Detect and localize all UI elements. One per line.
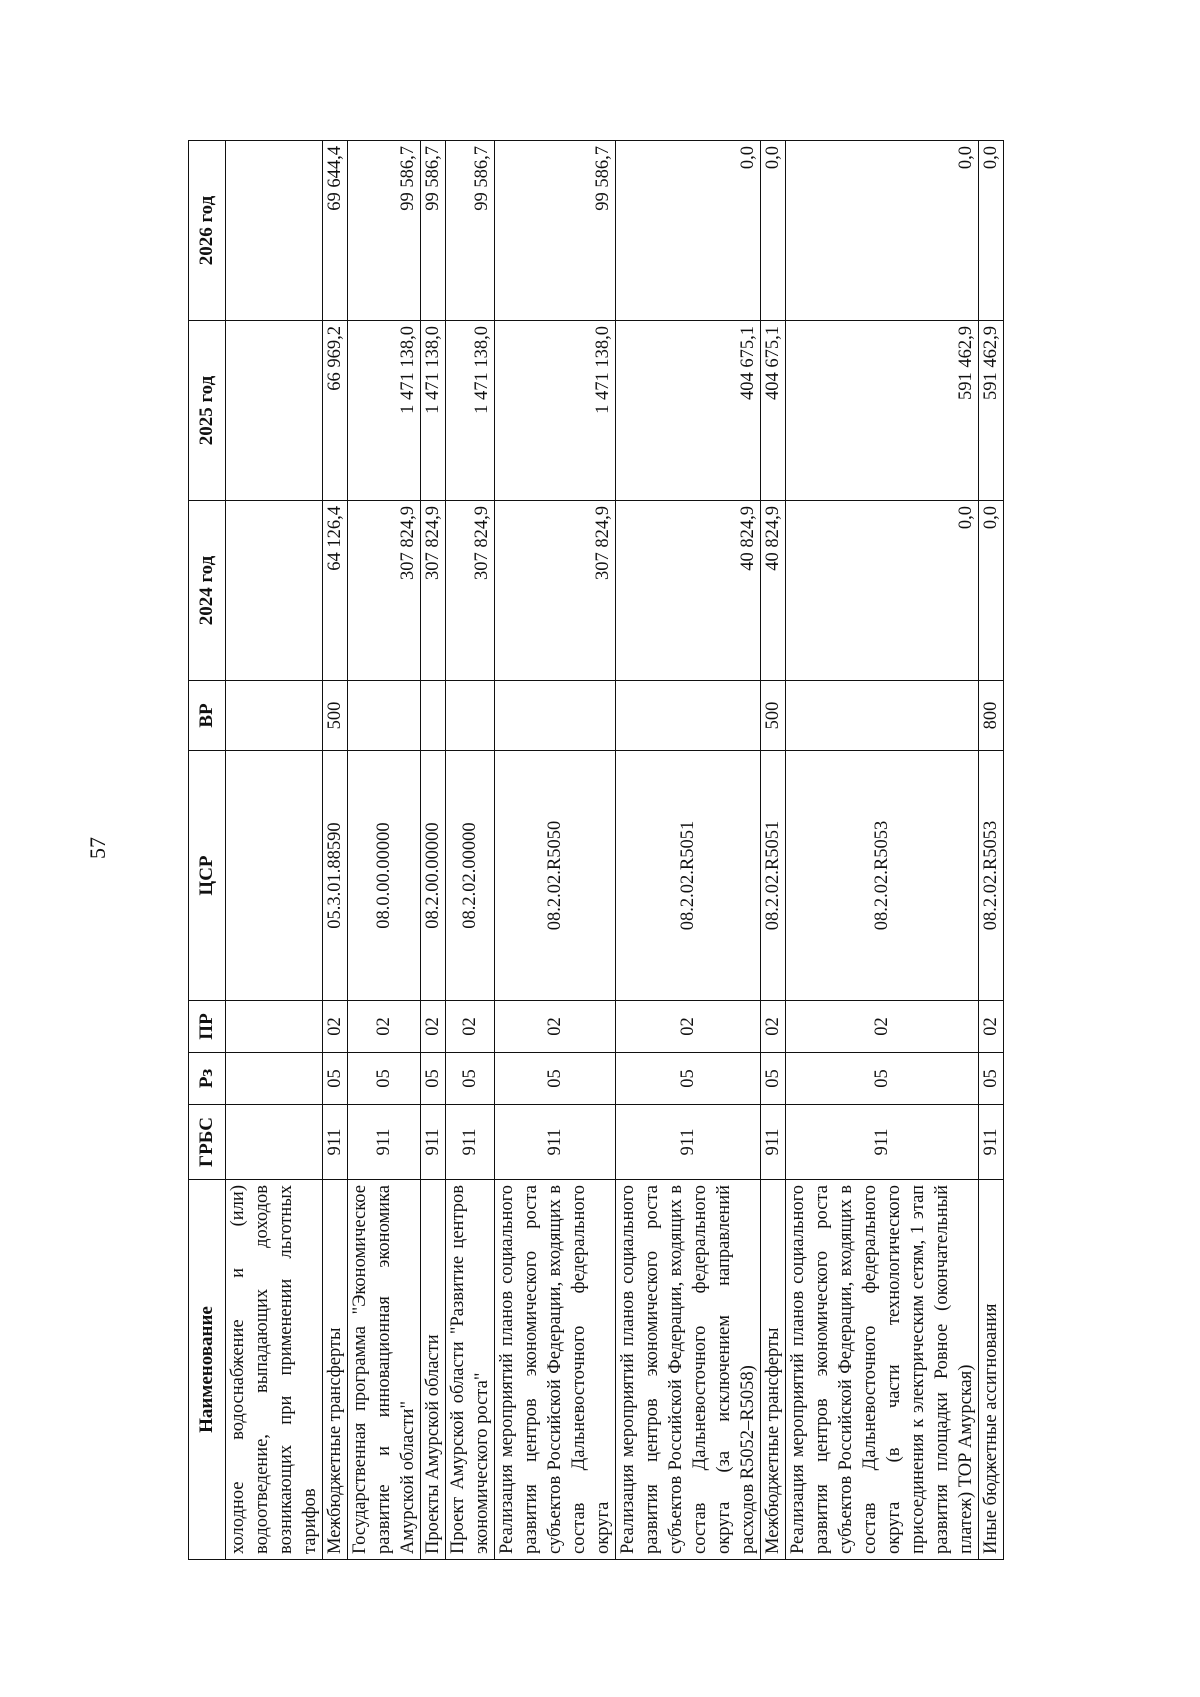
row-grbs bbox=[226, 1105, 323, 1180]
row-vr: 500 bbox=[323, 681, 348, 751]
row-2025: 1 471 138,0 bbox=[495, 321, 616, 501]
row-2026: 99 586,7 bbox=[495, 141, 616, 321]
row-vr bbox=[616, 681, 761, 751]
row-2025: 66 969,2 bbox=[323, 321, 348, 501]
row-csr: 05.3.01.88590 bbox=[323, 751, 348, 1001]
row-2026: 99 586,7 bbox=[421, 141, 446, 321]
row-name: Реализация мероприятий планов социального развития центров экономического роста субъектов Российской Федерации, входящих в состав Дальневосточного федерального округа (за исключением направлений расходов R5052–R5058) bbox=[616, 1180, 761, 1560]
row-2025: 404 675,1 bbox=[761, 321, 786, 501]
table-row bbox=[323, 141, 348, 1560]
row-csr bbox=[226, 751, 323, 1001]
row-pr: 02 bbox=[421, 1001, 446, 1053]
row-name: Реализация мероприятий планов социального развития центров экономического роста субъектов Российской Федерации, входящих в состав Дальневосточного федерального округа bbox=[495, 1180, 616, 1560]
row-csr: 08.0.00.00000 bbox=[348, 751, 421, 1001]
header-rz: Рз bbox=[189, 1053, 226, 1105]
row-2025: 591 462,9 bbox=[979, 321, 1004, 501]
row-rz: 05 bbox=[616, 1053, 761, 1105]
row-grbs: 911 bbox=[616, 1105, 761, 1180]
row-rz: 05 bbox=[421, 1053, 446, 1105]
table-header-row bbox=[189, 141, 226, 1560]
row-name: Межбюджетные трансферты bbox=[323, 1180, 348, 1560]
header-grbs: ГРБС bbox=[189, 1105, 226, 1180]
row-2025: 591 462,9 bbox=[786, 321, 979, 501]
row-vr bbox=[348, 681, 421, 751]
row-2025: 1 471 138,0 bbox=[446, 321, 495, 501]
row-2026 bbox=[226, 141, 323, 321]
row-name: Государственная программа "Экономическое развитие и инновационная экономика Амурской области" bbox=[348, 1180, 421, 1560]
row-name: Межбюджетные трансферты bbox=[761, 1180, 786, 1560]
row-pr: 02 bbox=[616, 1001, 761, 1053]
row-2024: 0,0 bbox=[979, 501, 1004, 681]
row-pr: 02 bbox=[786, 1001, 979, 1053]
row-name: Реализация мероприятий планов социального развития центров экономического роста субъектов Российской Федерации, входящих в состав Дальневосточного федерального округа (в части технологического присоединения к электрическим сетям, 1 этап развития площадки Ровное (окончательный платеж) ТОР Амурская) bbox=[786, 1180, 979, 1560]
table-row bbox=[979, 141, 1004, 1560]
row-rz: 05 bbox=[786, 1053, 979, 1105]
budget-table bbox=[188, 140, 1004, 1560]
row-pr: 02 bbox=[979, 1001, 1004, 1053]
row-pr: 02 bbox=[348, 1001, 421, 1053]
table-row bbox=[616, 141, 761, 1560]
header-name: Наименование bbox=[189, 1180, 226, 1560]
row-grbs: 911 bbox=[348, 1105, 421, 1180]
row-2024: 64 126,4 bbox=[323, 501, 348, 681]
header-pr: ПР bbox=[189, 1001, 226, 1053]
row-2024 bbox=[226, 501, 323, 681]
table-row bbox=[421, 141, 446, 1560]
row-2026: 69 644,4 bbox=[323, 141, 348, 321]
row-2025: 1 471 138,0 bbox=[348, 321, 421, 501]
table-row bbox=[226, 141, 323, 1560]
row-rz: 05 bbox=[979, 1053, 1004, 1105]
table-row bbox=[446, 141, 495, 1560]
row-2024: 40 824,9 bbox=[616, 501, 761, 681]
row-rz: 05 bbox=[446, 1053, 495, 1105]
row-vr bbox=[495, 681, 616, 751]
row-grbs: 911 bbox=[761, 1105, 786, 1180]
row-vr bbox=[446, 681, 495, 751]
row-grbs: 911 bbox=[786, 1105, 979, 1180]
row-name: Проект Амурской области "Развитие центров экономического роста" bbox=[446, 1180, 495, 1560]
row-rz: 05 bbox=[495, 1053, 616, 1105]
row-rz: 05 bbox=[761, 1053, 786, 1105]
row-2024: 40 824,9 bbox=[761, 501, 786, 681]
row-2024: 307 824,9 bbox=[495, 501, 616, 681]
header-csr: ЦСР bbox=[189, 751, 226, 1001]
row-pr: 02 bbox=[323, 1001, 348, 1053]
row-vr: 800 bbox=[979, 681, 1004, 751]
row-2024: 307 824,9 bbox=[421, 501, 446, 681]
row-2024: 0,0 bbox=[786, 501, 979, 681]
row-2025: 404 675,1 bbox=[616, 321, 761, 501]
row-csr: 08.2.02.R5053 bbox=[979, 751, 1004, 1001]
table-row bbox=[348, 141, 421, 1560]
row-csr: 08.2.02.R5050 bbox=[495, 751, 616, 1001]
row-name: холодное водоснабжение и (или) водоотведение, выпадающих доходов возникающих при применении льготных тарифов bbox=[226, 1180, 323, 1560]
row-rz: 05 bbox=[348, 1053, 421, 1105]
row-grbs: 911 bbox=[979, 1105, 1004, 1180]
budget-table-container bbox=[188, 140, 1001, 1560]
header-2025: 2025 год bbox=[189, 321, 226, 501]
row-vr bbox=[226, 681, 323, 751]
row-rz bbox=[226, 1053, 323, 1105]
row-csr: 08.2.02.R5053 bbox=[786, 751, 979, 1001]
row-grbs: 911 bbox=[323, 1105, 348, 1180]
header-vr: ВР bbox=[189, 681, 226, 751]
row-2026: 99 586,7 bbox=[348, 141, 421, 321]
row-pr bbox=[226, 1001, 323, 1053]
row-csr: 08.2.02.00000 bbox=[446, 751, 495, 1001]
row-2024: 307 824,9 bbox=[348, 501, 421, 681]
row-vr: 500 bbox=[761, 681, 786, 751]
table-row bbox=[495, 141, 616, 1560]
row-2026: 0,0 bbox=[761, 141, 786, 321]
table-row bbox=[761, 141, 786, 1560]
row-csr: 08.2.00.00000 bbox=[421, 751, 446, 1001]
row-pr: 02 bbox=[446, 1001, 495, 1053]
row-csr: 08.2.02.R5051 bbox=[616, 751, 761, 1001]
row-name: Иные бюджетные ассигнования bbox=[979, 1180, 1004, 1560]
row-grbs: 911 bbox=[446, 1105, 495, 1180]
header-2026: 2026 год bbox=[189, 141, 226, 321]
row-rz: 05 bbox=[323, 1053, 348, 1105]
row-2026: 0,0 bbox=[616, 141, 761, 321]
table-row bbox=[786, 141, 979, 1560]
row-2024: 307 824,9 bbox=[446, 501, 495, 681]
row-name: Проекты Амурской области bbox=[421, 1180, 446, 1560]
row-grbs: 911 bbox=[495, 1105, 616, 1180]
row-2026: 0,0 bbox=[979, 141, 1004, 321]
page-number: 57 bbox=[85, 837, 110, 859]
row-csr: 08.2.02.R5051 bbox=[761, 751, 786, 1001]
row-vr bbox=[786, 681, 979, 751]
row-grbs: 911 bbox=[421, 1105, 446, 1180]
header-2024: 2024 год bbox=[189, 501, 226, 681]
row-pr: 02 bbox=[495, 1001, 616, 1053]
row-pr: 02 bbox=[761, 1001, 786, 1053]
row-2026: 0,0 bbox=[786, 141, 979, 321]
row-2026: 99 586,7 bbox=[446, 141, 495, 321]
row-2025: 1 471 138,0 bbox=[421, 321, 446, 501]
row-vr bbox=[421, 681, 446, 751]
row-2025 bbox=[226, 321, 323, 501]
